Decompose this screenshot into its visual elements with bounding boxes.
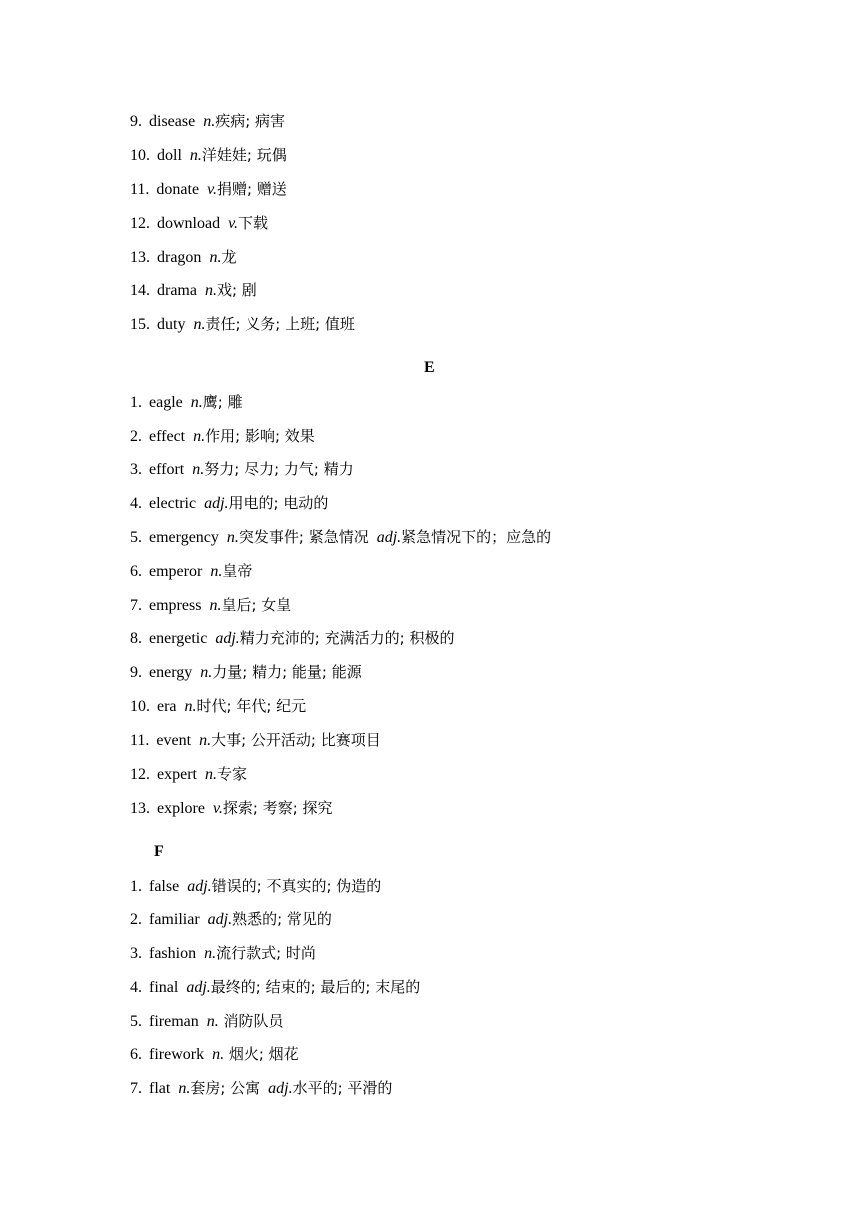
part-of-speech: n. bbox=[193, 316, 206, 333]
list-item bbox=[130, 491, 328, 515]
entry-number: 5. bbox=[130, 1013, 142, 1030]
list-item bbox=[130, 143, 287, 167]
definition: 突发事件; 紧急情况 bbox=[238, 528, 369, 546]
list-item bbox=[130, 660, 362, 684]
entry-number: 7. bbox=[130, 1080, 142, 1097]
entry-word: firework bbox=[149, 1046, 205, 1063]
part-of-speech: adj. bbox=[207, 911, 233, 928]
definition: 烟火; 烟花 bbox=[224, 1045, 299, 1063]
entry-number: 6. bbox=[130, 563, 142, 580]
entry-word: duty bbox=[157, 316, 186, 333]
list-item bbox=[130, 593, 291, 617]
entry-number: 12. bbox=[130, 766, 150, 783]
definition: 紧急情况下的；应急的 bbox=[401, 528, 552, 546]
definition: 精力充沛的; 充满活力的; 积极的 bbox=[239, 629, 455, 647]
entry-number: 4. bbox=[130, 495, 142, 512]
entry-word: empress bbox=[149, 597, 202, 614]
entry-number: 4. bbox=[130, 979, 142, 996]
entry-word: expert bbox=[157, 766, 197, 783]
definition: 最终的; 结束的; 最后的; 末尾的 bbox=[210, 978, 421, 996]
list-item bbox=[130, 907, 332, 931]
part-of-speech: adj. bbox=[376, 529, 402, 546]
entry-word: flat bbox=[149, 1080, 171, 1097]
definition: 水平的; 平滑的 bbox=[292, 1079, 393, 1097]
part-of-speech: n. bbox=[178, 1080, 191, 1097]
entry-word: drama bbox=[157, 282, 197, 299]
list-item bbox=[130, 1076, 392, 1100]
definition: 责任; 义务; 上班; 值班 bbox=[205, 315, 355, 333]
part-of-speech: v. bbox=[212, 800, 223, 817]
list-item bbox=[130, 245, 236, 269]
list-item bbox=[130, 278, 257, 302]
list-item bbox=[130, 1042, 299, 1066]
definition: 龙 bbox=[221, 248, 237, 266]
part-of-speech: n. bbox=[204, 945, 217, 962]
entry-word: doll bbox=[157, 147, 182, 164]
entry-number: 1. bbox=[130, 394, 142, 411]
definition: 时代; 年代; 纪元 bbox=[196, 697, 307, 715]
list-item bbox=[130, 1009, 284, 1033]
definition: 洋娃娃; 玩偶 bbox=[201, 146, 287, 164]
definition: 皇帝 bbox=[222, 562, 253, 580]
definition: 熟悉的; 常见的 bbox=[232, 910, 332, 928]
part-of-speech: n. bbox=[199, 732, 212, 749]
definition: 专家 bbox=[216, 765, 247, 783]
entry-number: 8. bbox=[130, 630, 142, 647]
list-item bbox=[130, 312, 355, 336]
entry-word: final bbox=[149, 979, 179, 996]
section-heading-e: E bbox=[424, 359, 435, 376]
entry-word: energetic bbox=[149, 630, 208, 647]
part-of-speech: n. bbox=[204, 766, 217, 783]
entry-number: 7. bbox=[130, 597, 142, 614]
part-of-speech: n. bbox=[193, 428, 206, 445]
list-item bbox=[130, 626, 454, 650]
list-item bbox=[130, 728, 381, 752]
entry-word: effect bbox=[149, 428, 186, 445]
definition: 用电的; 电动的 bbox=[228, 494, 329, 512]
entry-number: 10. bbox=[130, 147, 150, 164]
list-item bbox=[130, 177, 287, 201]
entry-number: 2. bbox=[130, 428, 142, 445]
entry-number: 9. bbox=[130, 664, 142, 681]
entry-number: 5. bbox=[130, 529, 142, 546]
entry-number: 9. bbox=[130, 113, 142, 130]
list-item bbox=[130, 975, 420, 999]
list-item bbox=[130, 525, 551, 549]
definition: 下载 bbox=[238, 214, 269, 232]
entry-word: fashion bbox=[149, 945, 197, 962]
definition: 作用; 影响; 效果 bbox=[205, 427, 315, 445]
entry-word: false bbox=[149, 878, 180, 895]
entry-number: 11. bbox=[130, 732, 150, 749]
part-of-speech: adj. bbox=[268, 1080, 293, 1097]
section-heading-f: F bbox=[154, 843, 164, 860]
part-of-speech: n. bbox=[209, 249, 222, 266]
definition: 鹰; 雕 bbox=[202, 393, 243, 411]
entry-number: 3. bbox=[130, 461, 142, 478]
list-item bbox=[130, 874, 381, 898]
part-of-speech: n. bbox=[210, 563, 223, 580]
definition: 努力; 尽力; 力气; 精力 bbox=[204, 460, 354, 478]
list-item bbox=[130, 390, 243, 414]
definition: 捐赠; 赠送 bbox=[216, 180, 287, 198]
entry-word: donate bbox=[156, 181, 200, 198]
part-of-speech: v. bbox=[207, 181, 217, 198]
entry-word: era bbox=[157, 698, 177, 715]
entry-number: 6. bbox=[130, 1046, 142, 1063]
entry-word: fireman bbox=[149, 1013, 199, 1030]
list-item bbox=[130, 762, 247, 786]
part-of-speech: n. bbox=[206, 1013, 219, 1030]
part-of-speech: n. bbox=[184, 698, 197, 715]
list-item bbox=[130, 796, 333, 820]
part-of-speech: n. bbox=[226, 529, 239, 546]
list-item bbox=[130, 457, 354, 481]
entry-word: electric bbox=[149, 495, 197, 512]
list-item bbox=[130, 109, 285, 133]
definition: 戏; 剧 bbox=[216, 281, 257, 299]
entry-word: familiar bbox=[149, 911, 200, 928]
part-of-speech: n. bbox=[209, 597, 222, 614]
part-of-speech: n. bbox=[212, 1046, 225, 1063]
part-of-speech: n. bbox=[200, 664, 213, 681]
entry-number: 13. bbox=[130, 800, 150, 817]
definition: 疾病; 病害 bbox=[215, 112, 286, 130]
entry-number: 2. bbox=[130, 911, 142, 928]
entry-number: 10. bbox=[130, 698, 150, 715]
entry-word: emperor bbox=[149, 563, 203, 580]
definition: 流行款式; 时尚 bbox=[216, 944, 316, 962]
part-of-speech: n. bbox=[192, 461, 205, 478]
entry-word: dragon bbox=[157, 249, 202, 266]
entry-word: download bbox=[157, 215, 221, 232]
entry-number: 15. bbox=[130, 316, 150, 333]
part-of-speech: adj. bbox=[204, 495, 229, 512]
part-of-speech: n. bbox=[203, 113, 216, 130]
part-of-speech: n. bbox=[190, 394, 203, 411]
list-item bbox=[130, 211, 268, 235]
list-item bbox=[130, 559, 252, 583]
entry-word: disease bbox=[149, 113, 196, 130]
entry-word: explore bbox=[157, 800, 205, 817]
entry-number: 12. bbox=[130, 215, 150, 232]
entry-number: 11. bbox=[130, 181, 150, 198]
definition: 大事; 公开活动; 比赛项目 bbox=[211, 731, 381, 749]
entry-word: eagle bbox=[149, 394, 183, 411]
list-item bbox=[130, 694, 306, 718]
part-of-speech: adj. bbox=[215, 630, 240, 647]
part-of-speech: n. bbox=[204, 282, 217, 299]
entry-word: effort bbox=[149, 461, 185, 478]
entry-number: 14. bbox=[130, 282, 150, 299]
entry-word: energy bbox=[149, 664, 193, 681]
entry-number: 13. bbox=[130, 249, 150, 266]
definition: 套房; 公寓 bbox=[190, 1079, 261, 1097]
definition: 力量; 精力; 能量; 能源 bbox=[212, 663, 362, 681]
entry-number: 3. bbox=[130, 945, 142, 962]
list-item bbox=[130, 941, 316, 965]
definition: 皇后; 女皇 bbox=[221, 596, 292, 614]
list-item bbox=[130, 424, 315, 448]
part-of-speech: v. bbox=[228, 215, 239, 232]
entry-word: event bbox=[156, 732, 192, 749]
definition: 消防队员 bbox=[218, 1012, 284, 1030]
definition: 错误的; 不真实的; 伪造的 bbox=[211, 877, 382, 895]
part-of-speech: adj. bbox=[187, 878, 212, 895]
definition: 探索; 考察; 探究 bbox=[222, 799, 333, 817]
entry-word: emergency bbox=[149, 529, 219, 546]
part-of-speech: adj. bbox=[186, 979, 211, 996]
part-of-speech: n. bbox=[189, 147, 202, 164]
entry-number: 1. bbox=[130, 878, 142, 895]
